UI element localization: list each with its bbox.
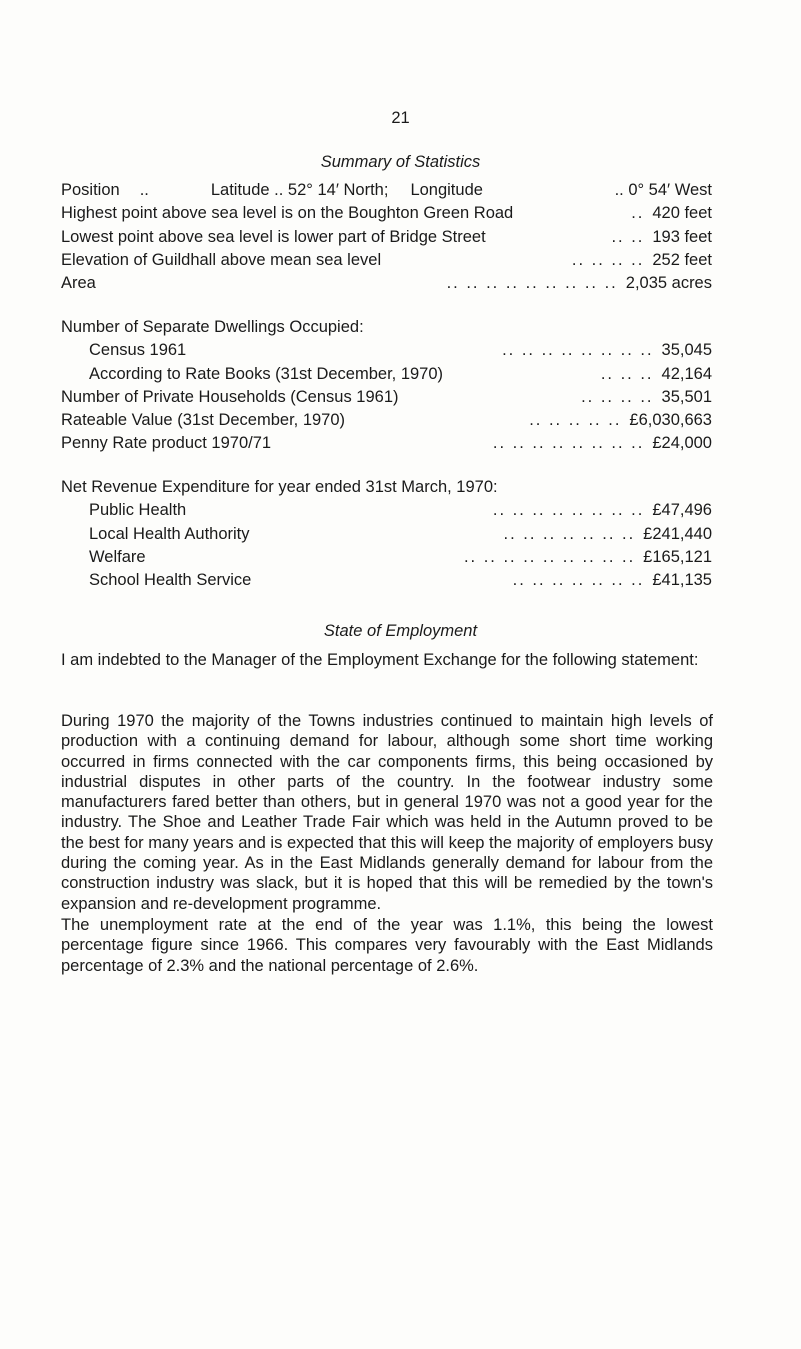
stat-row: [61, 411, 712, 434]
longitude-label: Longitude: [410, 181, 483, 199]
latitude-text: Latitude .. 52° 14′ North;: [210, 181, 389, 199]
stat-row: [61, 365, 712, 388]
stat-label: Lowest point above sea level is lower part of Bridge Street: [61, 227, 486, 246]
stat-value: 42,164: [661, 364, 712, 383]
stat-label: Local Health Authority: [89, 524, 250, 543]
stat-value: 193 feet: [652, 227, 712, 246]
stat-label: Area: [61, 274, 96, 293]
position-lead-dots: ..: [139, 181, 149, 199]
stat-value: 35,501: [661, 387, 712, 406]
employment-intro: I am indebted to the Manager of the Employment Exchange for the following statement:: [61, 651, 699, 669]
leader-dots: .. .. .. .. .. .. ..: [512, 571, 645, 590]
stat-row: [61, 388, 712, 411]
leader-dots: .. .. .. .. ..: [529, 411, 622, 430]
stat-value: £47,496: [652, 501, 712, 520]
leader-dots: .. .. ..: [600, 364, 654, 383]
stat-row: [61, 501, 712, 524]
expenditure-heading: Net Revenue Expenditure for year ended 31st March, 1970:: [61, 478, 498, 496]
stat-row: [61, 548, 712, 571]
longitude-value: .. 0° 54′ West: [614, 181, 712, 199]
stat-value: £241,440: [643, 524, 712, 543]
stat-value: £6,030,663: [629, 411, 712, 430]
dwellings-block: [61, 318, 712, 458]
expenditure-block: [61, 478, 712, 594]
stat-value: 252 feet: [652, 250, 712, 269]
stat-label: Elevation of Guildhall above mean sea level: [61, 250, 382, 269]
stat-label: According to Rate Books (31st December, 1970): [89, 364, 444, 383]
stat-row: [61, 571, 712, 594]
stat-label: Penny Rate product 1970/71: [61, 434, 272, 453]
stat-label: Number of Private Households (Census 1961): [61, 387, 399, 406]
stat-value: 2,035 acres: [625, 274, 712, 293]
stat-row: [61, 525, 712, 548]
stat-value: 420 feet: [652, 204, 712, 223]
employment-paragraph-1: During 1970 the majority of the Towns industries continued to maintain high levels of production with a continuing demand for labour, although some short time working occurred in firms connected with the car components firms, this being occasioned by industrial disputes in other parts of the country. In the footwear industry some manufacturers fared better than others, but in general 1970 was not a good year for the industry. The Shoe and Leather Trade Fair which was held in the Autumn proved to be the best for many years and is expected that this will keep the majority of employers busy during the coming year. As in the East Midlands generally demand for labour from the construction industry was slack, but it is hoped that this will be remedied by the town's expansion and re-development programme.: [61, 712, 713, 913]
summary-title: Summary of Statistics: [320, 153, 481, 171]
location-block: [61, 181, 712, 297]
stat-value: £24,000: [652, 434, 712, 453]
stat-row: [61, 434, 712, 457]
leader-dots: .. .. .. .. .. .. .. ..: [492, 434, 645, 453]
leader-dots: ..: [631, 204, 645, 223]
position-row: [61, 181, 712, 204]
stat-value: 35,045: [661, 341, 712, 360]
leader-dots: .. ..: [611, 227, 645, 246]
leader-dots: .. .. .. .. .. .. .. .. ..: [463, 547, 636, 566]
stat-row: [61, 251, 712, 274]
leader-dots: .. .. .. ..: [581, 387, 654, 406]
stat-value: £41,135: [652, 571, 712, 590]
leader-dots: .. .. .. .. .. .. .. .. ..: [446, 274, 618, 293]
dwellings-heading: Number of Separate Dwellings Occupied:: [61, 318, 364, 336]
stat-label: Welfare: [89, 547, 146, 566]
stat-row: [61, 204, 712, 227]
stat-row: [61, 228, 712, 251]
employment-title: State of Employment: [323, 622, 478, 640]
stat-row: [61, 341, 712, 364]
leader-dots: .. .. .. .. .. .. ..: [503, 524, 636, 543]
leader-dots: .. .. .. .. .. .. .. ..: [492, 501, 645, 520]
leader-dots: .. .. .. ..: [571, 250, 645, 269]
position-label: Position: [61, 181, 120, 199]
stat-label: Census 1961: [89, 341, 187, 360]
leader-dots: .. .. .. .. .. .. .. ..: [502, 341, 654, 360]
stat-label: School Health Service: [89, 571, 252, 590]
stat-value: £165,121: [643, 547, 712, 566]
employment-paragraph-2: The unemployment rate at the end of the year was 1.1%, this being the lowest percentage figure since 1966. This compares very favourably with the East Midlands percentage of 2.3% and the national percentage of 2.6%.: [61, 916, 713, 975]
stat-row: [61, 274, 712, 297]
stat-label: Highest point above sea level is on the Boughton Green Road: [61, 204, 514, 223]
expenditure-heading-row: [61, 478, 712, 501]
stat-label: Public Health: [89, 501, 187, 520]
page-number: 21: [391, 109, 410, 127]
stat-label: Rateable Value (31st December, 1970): [61, 411, 346, 430]
dwellings-heading-row: [61, 318, 712, 341]
